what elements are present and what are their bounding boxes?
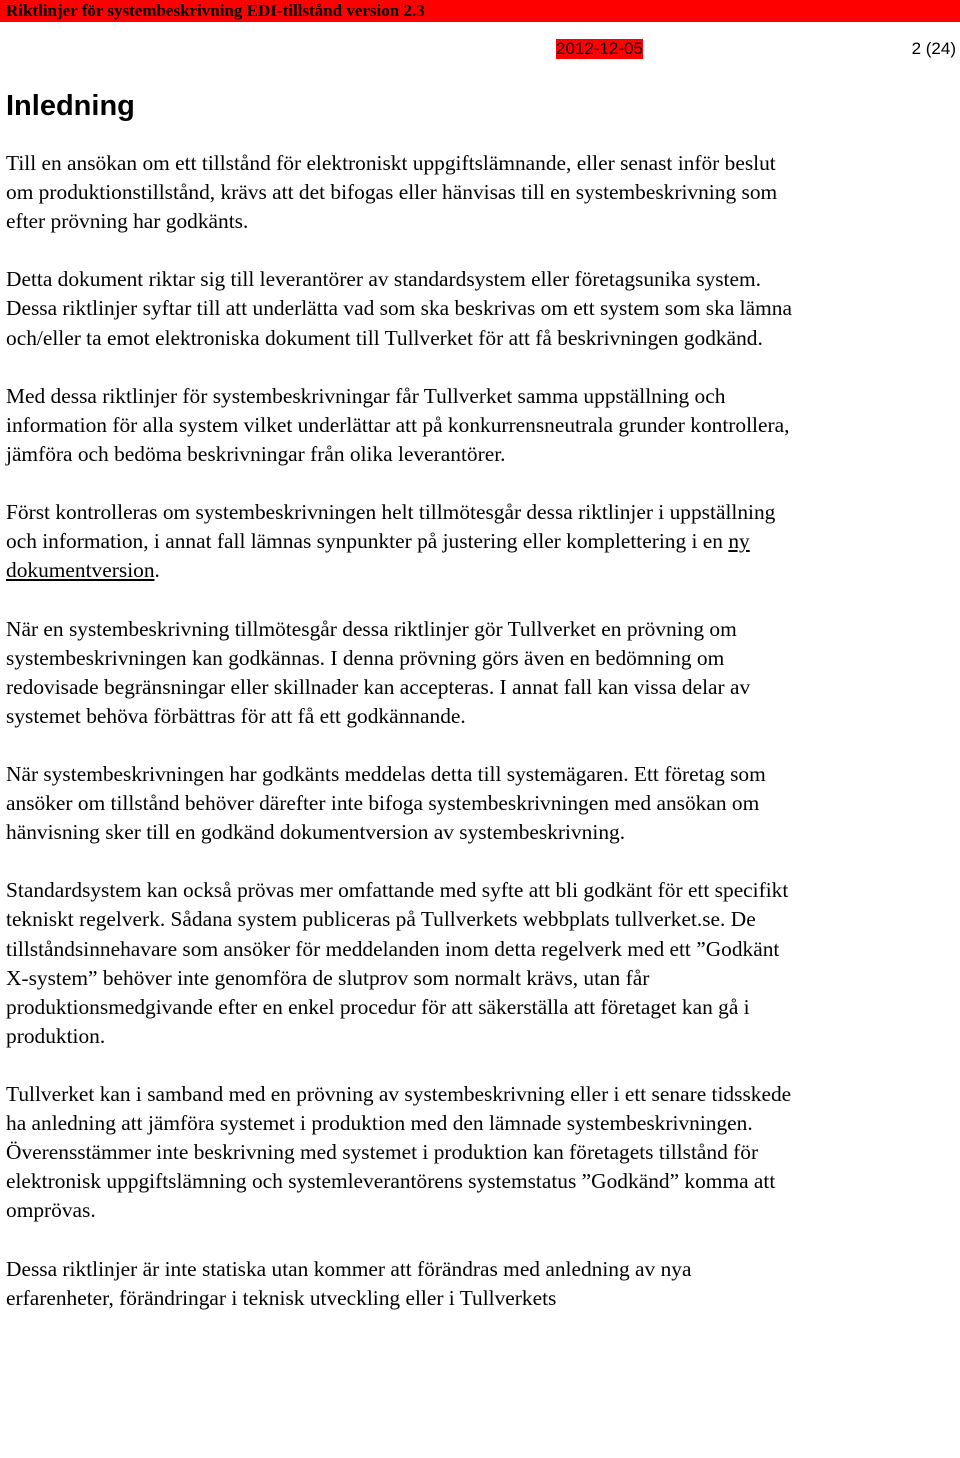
paragraph-4-text: Först kontrolleras om systembeskrivningen helt tillmötesgår dessa riktlinjer i uppställning och information, i annat fall lämnas synpunkter på justering eller komplettering i en bbox=[6, 500, 776, 554]
paragraph-8: Tullverket kan i samband med en prövning av systembeskrivning eller i ett senare tidsskede ha anledning att jämföra systemet i produktion med den lämnade systembeskrivningen. Överensstämmer inte beskrivning med systemet i produktion kan företagets tillstånd för elektronisk uppgiftslämning och systemleverantörens systemstatus ”Godkänd” komma att omprövas. bbox=[6, 1082, 792, 1223]
body-text bbox=[6, 149, 796, 1342]
paragraph-9: Dessa riktlinjer är inte statiska utan kommer att förändras med anledning av nya erfarenheter, förändringar i teknisk utveckling eller i Tullverkets bbox=[6, 1256, 692, 1310]
paragraph-1: Till en ansökan om ett tillstånd för elektroniskt uppgiftslämnande, eller senast inför beslut om produktionstillstånd, krävs att det bifogas eller hänvisas till en systembeskrivning som efter prövning har godkänts. bbox=[6, 151, 778, 234]
paragraph-2: Detta dokument riktar sig till leverantörer av standardsystem eller företagsunika system. Dessa riktlinjer syftar till att underlätta vad som ska beskrivas om ett system som ska lämna och/eller ta emot elektroniska dokument till Tullverket för att få beskrivningen godkänd. bbox=[6, 267, 792, 350]
paragraph-6: När systembeskrivningen har godkänts meddelas detta till systemägaren. Ett företag som ansöker om tillstånd behöver därefter inte bifoga systembeskrivningen med ansökan om hänvisning sker till en godkänd dokumentversion av systembeskrivning. bbox=[6, 761, 766, 845]
paragraph-7: Standardsystem kan också prövas mer omfattande med syfte att bli godkänt för ett specifikt tekniskt regelverk. Sådana system publiceras på Tullverkets webbplats tullverket.se. De tillståndsinnehavare som ansöker för meddelanden inom detta regelverk med ett ”Godkänt X-system” behöver inte genomföra de slutprov som normalt krävs, utan får produktionsmedgivande efter en enkel procedur för att säkerställa att företaget kan gå i produktion. bbox=[6, 878, 789, 1048]
document-date: 2012-12-05 bbox=[556, 39, 643, 58]
paragraph-3: Med dessa riktlinjer för systembeskrivningar får Tullverket samma uppställning och information för alla system vilket underlättar att på konkurrensneutrala grunder kontrollera, jämföra och bedöma beskrivningar från olika leverantörer. bbox=[6, 383, 790, 466]
paragraph-5: När en systembeskrivning tillmötesgår dessa riktlinjer gör Tullverket en prövning om systembeskrivningen kan godkännas. I denna prövning görs även en bedömning om redovisade begränsningar eller skillnader kan accepteras. I annat fall kan vissa delar av systemet behöva förbättras för att få ett godkännande. bbox=[6, 616, 751, 728]
document-version-link[interactable]: ny dokumentversion bbox=[6, 529, 750, 583]
paragraph-4 bbox=[6, 498, 796, 585]
document-title: Riktlinjer för systembeskrivning EDI-tillstånd version 2.3 bbox=[6, 1, 425, 20]
document-header-bar bbox=[0, 0, 960, 22]
page-number: 2 (24) bbox=[911, 39, 956, 58]
paragraph-4-end: . bbox=[154, 558, 160, 583]
section-heading: Inledning bbox=[6, 90, 135, 122]
